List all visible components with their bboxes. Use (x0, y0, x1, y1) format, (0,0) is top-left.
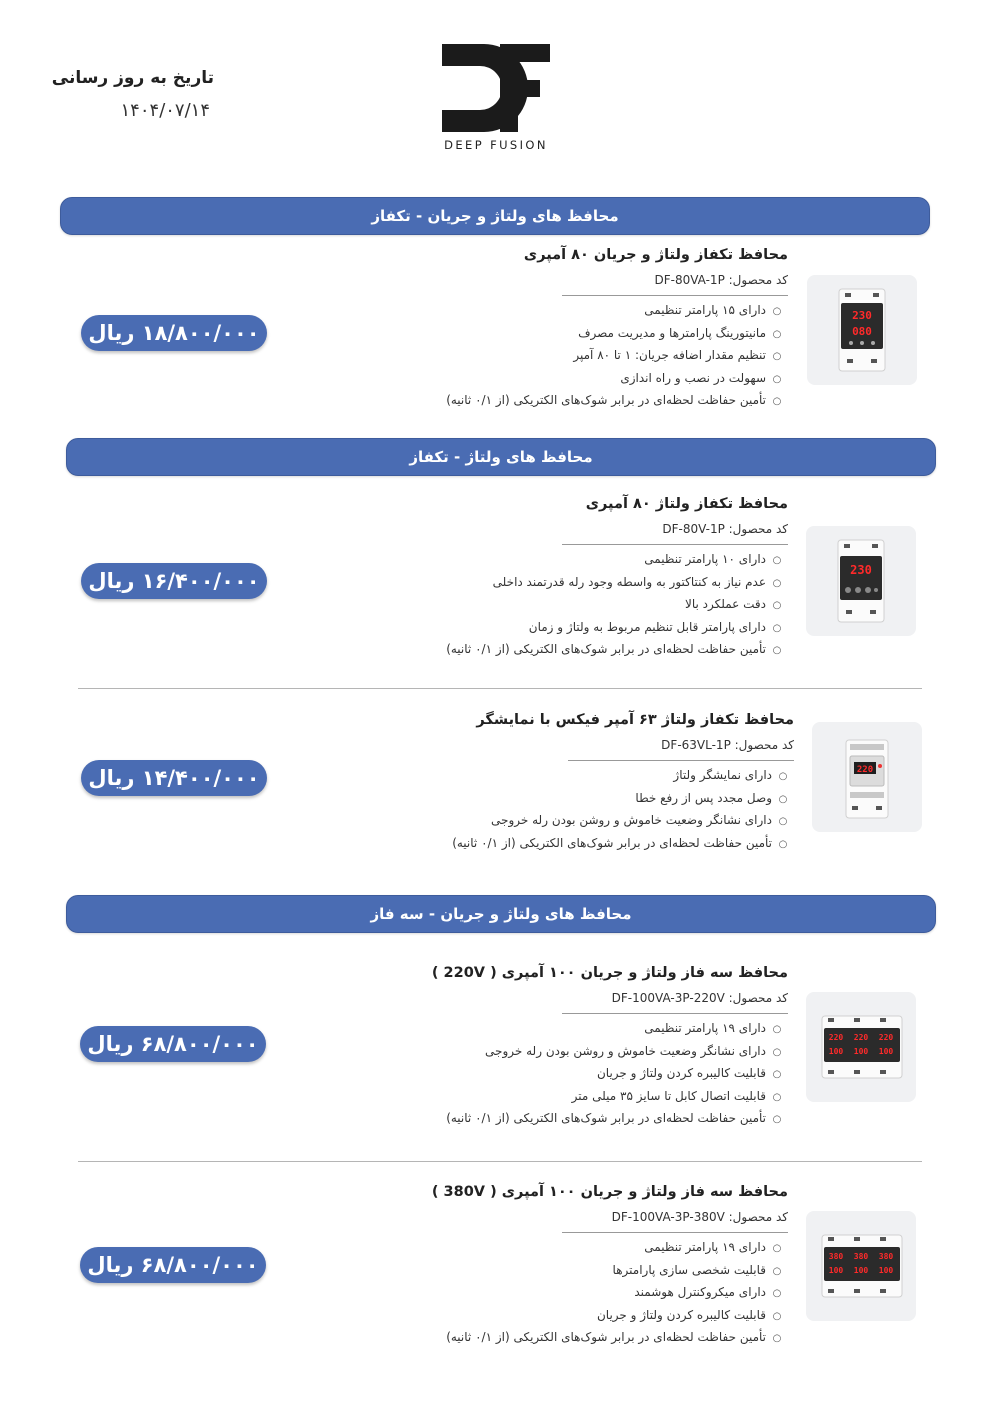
product-separator (78, 1161, 922, 1162)
display-digits: 380 (878, 1252, 894, 1261)
feature-item: ○دارای ۱۰ پارامتر تنظیمی (388, 548, 788, 571)
feature-item: ○سهولت در نصب و راه اندازی (388, 367, 788, 390)
feature-item: ○دارای نشانگر وضعیت خاموش و روشن بودن رله خروجی (388, 1040, 788, 1063)
bullet-icon: ○ (772, 1243, 782, 1254)
update-date-title: تاریخ به روز رسانی (51, 68, 214, 88)
product-photo (806, 526, 916, 636)
feature-item: ○عدم نیاز به کنتاکتور به واسطه وجود رله قدرتمند داخلی (388, 571, 788, 594)
display-digits: 220 (856, 765, 874, 775)
fixed-voltage-protector-icon (812, 722, 922, 832)
bullet-icon: ○ (772, 1333, 782, 1344)
bullet-icon: ○ (778, 816, 788, 827)
display-digits: 230 (850, 563, 872, 577)
feature-item: ○تأمین حفاظت لحظه‌ای در برابر شوک‌های الکتریکی (از ۰/۱ ثانیه) (388, 638, 788, 661)
product-df-80v-1p (380, 496, 788, 666)
feature-item: ○وصل مجدد پس از رفع خطا (394, 787, 794, 810)
price-badge: ۱۴/۴۰۰/۰۰۰ ریال (81, 760, 267, 796)
bullet-icon: ○ (772, 1046, 782, 1058)
bullet-icon: ○ (772, 396, 782, 407)
product-divider (562, 1013, 788, 1014)
display-digits: 100 (878, 1266, 894, 1275)
product-code: کد محصول: DF-100VA-3P-380V (611, 1210, 788, 1224)
bullet-icon: ○ (772, 622, 782, 634)
display-digits: 100 (828, 1266, 844, 1275)
display-digits: 100 (853, 1266, 869, 1275)
feature-item: ○دارای ۱۹ پارامتر تنظیمی (388, 1236, 788, 1259)
three-phase-protector-icon (806, 992, 916, 1102)
product-name: محافظ تکفاز ولتاژ ۶۳ آمپر فیکس با نمایشگر (476, 712, 794, 728)
bullet-icon: ○ (778, 771, 788, 782)
bullet-icon: ○ (772, 1288, 782, 1299)
product-code: کد محصول: DF-80VA-1P (654, 273, 788, 287)
feature-item: ○دارای ۱۹ پارامتر تنظیمی (388, 1017, 788, 1040)
feature-list (388, 1017, 788, 1130)
bullet-icon: ○ (772, 1091, 782, 1103)
bullet-icon: ○ (772, 555, 782, 566)
feature-item: ○دارای نشانگر وضعیت خاموش و روشن بودن رله خروجی (394, 809, 794, 832)
display-digits: 230 (852, 309, 872, 322)
feature-list (388, 548, 788, 661)
feature-item: ○قابلیت اتصال کابل تا سایز ۳۵ میلی متر (388, 1085, 788, 1108)
display-digits: 080 (852, 325, 872, 338)
section-bar-voltage-current-single-phase: محافظ های ولتاژ و جریان - تکفاز (60, 197, 930, 235)
product-df-100va-3p-220v (380, 965, 788, 1135)
bullet-icon: ○ (772, 1265, 782, 1277)
product-photo (806, 1211, 916, 1321)
bullet-icon: ○ (778, 793, 788, 805)
product-name: محافظ سه فاز ولتاژ و جریان ۱۰۰ آمپری ( 220V ) (431, 965, 788, 981)
bullet-icon: ○ (772, 600, 782, 611)
product-name: محافظ تکفاز ولتاژ ۸۰ آمپری (585, 496, 788, 512)
display-digits: 220 (828, 1033, 844, 1042)
feature-item: ○دارای میکروکنترل هوشمند (388, 1281, 788, 1304)
product-df-80va-1p (380, 247, 788, 417)
feature-item: ○تأمین حفاظت لحظه‌ای در برابر شوک‌های الکتریکی (از ۰/۱ ثانیه) (388, 1326, 788, 1349)
three-phase-protector-icon (806, 1211, 916, 1321)
feature-list (388, 299, 788, 412)
bullet-icon: ○ (772, 373, 782, 385)
product-divider (562, 544, 788, 545)
single-phase-protector-icon (807, 275, 917, 385)
bullet-icon: ○ (772, 328, 782, 340)
bullet-icon: ○ (772, 1310, 782, 1322)
product-photo (807, 275, 917, 385)
section-bar-voltage-single-phase: محافظ های ولتاژ - تکفاز (66, 438, 936, 476)
display-digits: 100 (878, 1047, 894, 1056)
product-df-63vl-1p (386, 712, 794, 862)
feature-list (388, 1236, 788, 1349)
product-code: کد محصول: DF-63VL-1P (661, 738, 794, 752)
bullet-icon: ○ (772, 577, 782, 589)
feature-item: ○تأمین حفاظت لحظه‌ای در برابر شوک‌های الکتریکی (از ۰/۱ ثانیه) (388, 1107, 788, 1130)
product-code: کد محصول: DF-100VA-3P-220V (611, 991, 788, 1005)
product-divider (562, 295, 788, 296)
product-code: کد محصول: DF-80V-1P (662, 522, 788, 536)
feature-item: ○مانیتورینگ پارامترها و مدیریت مصرف (388, 322, 788, 345)
bullet-icon: ○ (778, 838, 788, 850)
product-separator (78, 688, 922, 689)
brand-name: DEEP FUSION (444, 138, 548, 152)
product-divider (568, 760, 794, 761)
feature-item: ○دقت عملکرد بالا (388, 593, 788, 616)
feature-item: ○قابلیت شخصی سازی پارامترها (388, 1259, 788, 1282)
section-bar-voltage-current-three-phase: محافظ های ولتاژ و جریان - سه فاز (66, 895, 936, 933)
feature-item: ○تأمین حفاظت لحظه‌ای در برابر شوک‌های الکتریکی (از ۰/۱ ثانیه) (388, 389, 788, 412)
price-badge: ۱۸/۸۰۰/۰۰۰ ریال (81, 315, 267, 351)
product-photo (806, 992, 916, 1102)
feature-item: ○تنظیم مقدار اضافه جریان: ۱ تا ۸۰ آمپر (388, 344, 788, 367)
display-digits: 100 (828, 1047, 844, 1056)
feature-item: ○دارای پارامتر قابل تنظیم مربوط به ولتاژ و زمان (388, 616, 788, 639)
brand-logo (440, 40, 552, 162)
display-digits: 220 (853, 1033, 869, 1042)
feature-item: ○تأمین حفاظت لحظه‌ای در برابر شوک‌های الکتریکی (از ۰/۱ ثانیه) (394, 832, 794, 855)
feature-item: ○قابلیت کالیبره کردن ولتاژ و جریان (388, 1304, 788, 1327)
bullet-icon: ○ (772, 351, 782, 362)
feature-item: ○قابلیت کالیبره کردن ولتاژ و جریان (388, 1062, 788, 1085)
bullet-icon: ○ (772, 1024, 782, 1035)
feature-item: ○دارای نمایشگر ولتاژ (394, 764, 794, 787)
price-badge: ۶۸/۸۰۰/۰۰۰ ریال (80, 1026, 266, 1062)
product-divider (562, 1232, 788, 1233)
bullet-icon: ○ (772, 645, 782, 656)
product-name: محافظ تکفاز ولتاژ و جریان ۸۰ آمپری (523, 247, 788, 263)
display-digits: 380 (828, 1252, 844, 1261)
bullet-icon: ○ (772, 1069, 782, 1080)
product-name: محافظ سه فاز ولتاژ و جریان ۱۰۰ آمپری ( 380V ) (431, 1184, 788, 1200)
deep-fusion-logo-icon (440, 40, 552, 136)
price-badge: ۱۶/۴۰۰/۰۰۰ ریال (81, 563, 267, 599)
update-date-value: ۱۴۰۴/۰۷/۱۴ (120, 100, 210, 121)
product-df-100va-3p-380v (380, 1184, 788, 1354)
feature-item: ○دارای ۱۵ پارامتر تنظیمی (388, 299, 788, 322)
display-digits: 100 (853, 1047, 869, 1056)
price-badge: ۶۸/۸۰۰/۰۰۰ ریال (80, 1247, 266, 1283)
display-digits: 380 (853, 1252, 869, 1261)
bullet-icon: ○ (772, 306, 782, 317)
voltage-protector-icon (806, 526, 916, 636)
product-photo (812, 722, 922, 832)
bullet-icon: ○ (772, 1114, 782, 1125)
display-digits: 220 (878, 1033, 894, 1042)
feature-list (394, 764, 794, 854)
